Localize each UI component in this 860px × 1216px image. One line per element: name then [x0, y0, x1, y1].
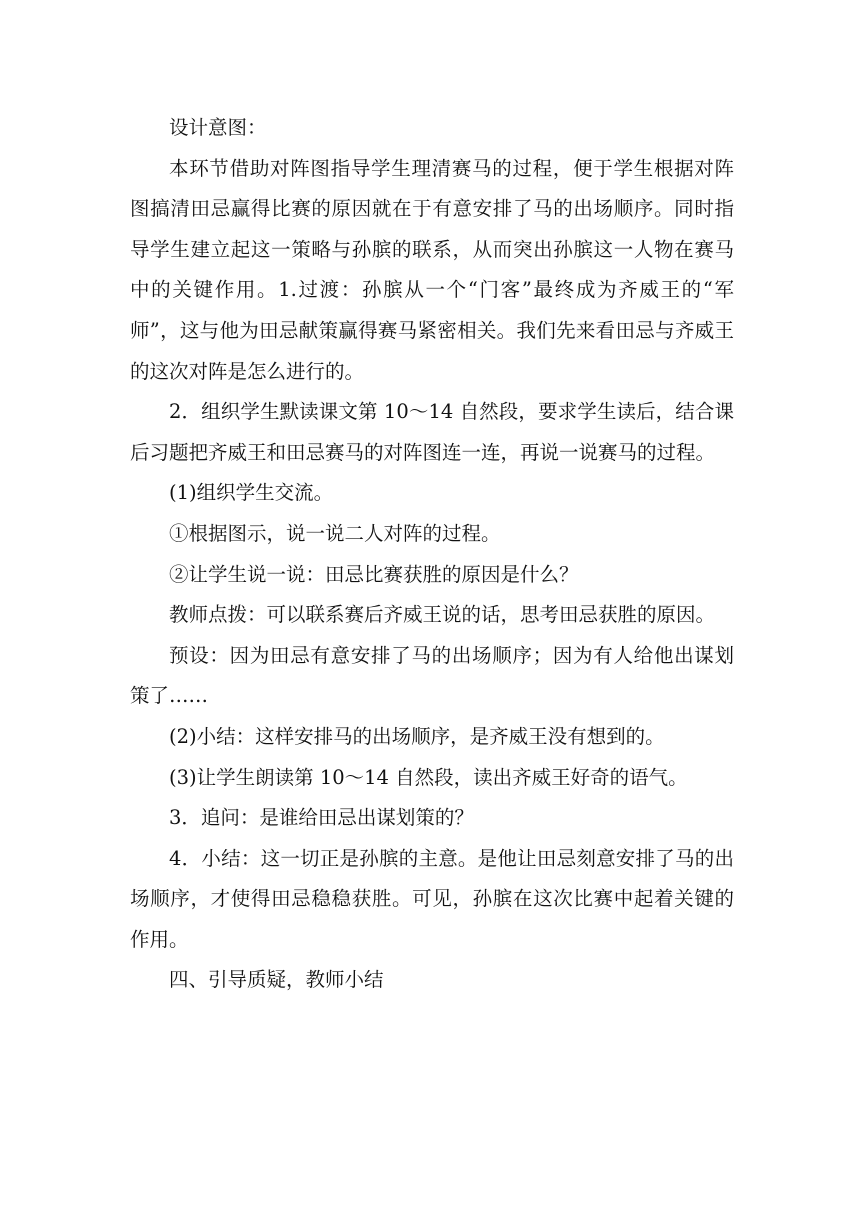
paragraph-step-2-3: (3)让学生朗读第 10～14 自然段，读出齐威王好奇的语气。	[169, 765, 688, 789]
paragraph-step-2-2: (2)小结：这样安排马的出场顺序，是齐威王没有想到的。	[169, 724, 665, 748]
paragraph-design-intent: 本环节借助对阵图指导学生理清赛马的过程，便于学生根据对阵图搞清田忌赢得比赛的原因就在于有意安排了马的出场顺序。同时指导学生建立起这一策略与孙膑的联系，从而突出孙膑这一人物在赛马中的关键作用。1.过渡：孙膑从一个“门客”最终成为齐威王的“军师”，这与他为田忌献策赢得赛马紧密相关。我们先来看田忌与齐威王的这次对阵是怎么进行的。	[130, 156, 734, 383]
document-body	[130, 108, 734, 1001]
section-heading-4: 四、引导质疑，教师小结	[169, 968, 384, 992]
paragraph-step-2-1-b: ②让学生说一说：田忌比赛获胜的原因是什么？	[169, 562, 579, 586]
paragraph-step-3: 3．追问：是谁给田忌出谋划策的？	[169, 806, 474, 830]
paragraph-step-2: 2．组织学生默读课文第 10～14 自然段，要求学生读后，结合课后习题把齐威王和田忌赛马的对阵图连一连，再说一说赛马的过程。	[130, 400, 734, 464]
paragraph-step-2-1-a: ①根据图示，说一说二人对阵的过程。	[169, 521, 501, 545]
paragraph-preset: 预设：因为田忌有意安排了马的出场顺序；因为有人给他出谋划策了……	[130, 643, 734, 708]
paragraph-teacher-hint: 教师点拨：可以联系赛后齐威王说的话，思考田忌获胜的原因。	[169, 603, 716, 627]
paragraph-step-2-1: (1)组织学生交流。	[169, 481, 334, 505]
paragraph-design-intent-heading: 设计意图：	[169, 116, 267, 139]
paragraph-step-4: 4．小结：这一切正是孙膑的主意。是他让田忌刻意安排了马的出场顺序，才使得田忌稳稳获胜。可见，孙膑在这次比赛中起着关键的作用。	[130, 846, 734, 951]
